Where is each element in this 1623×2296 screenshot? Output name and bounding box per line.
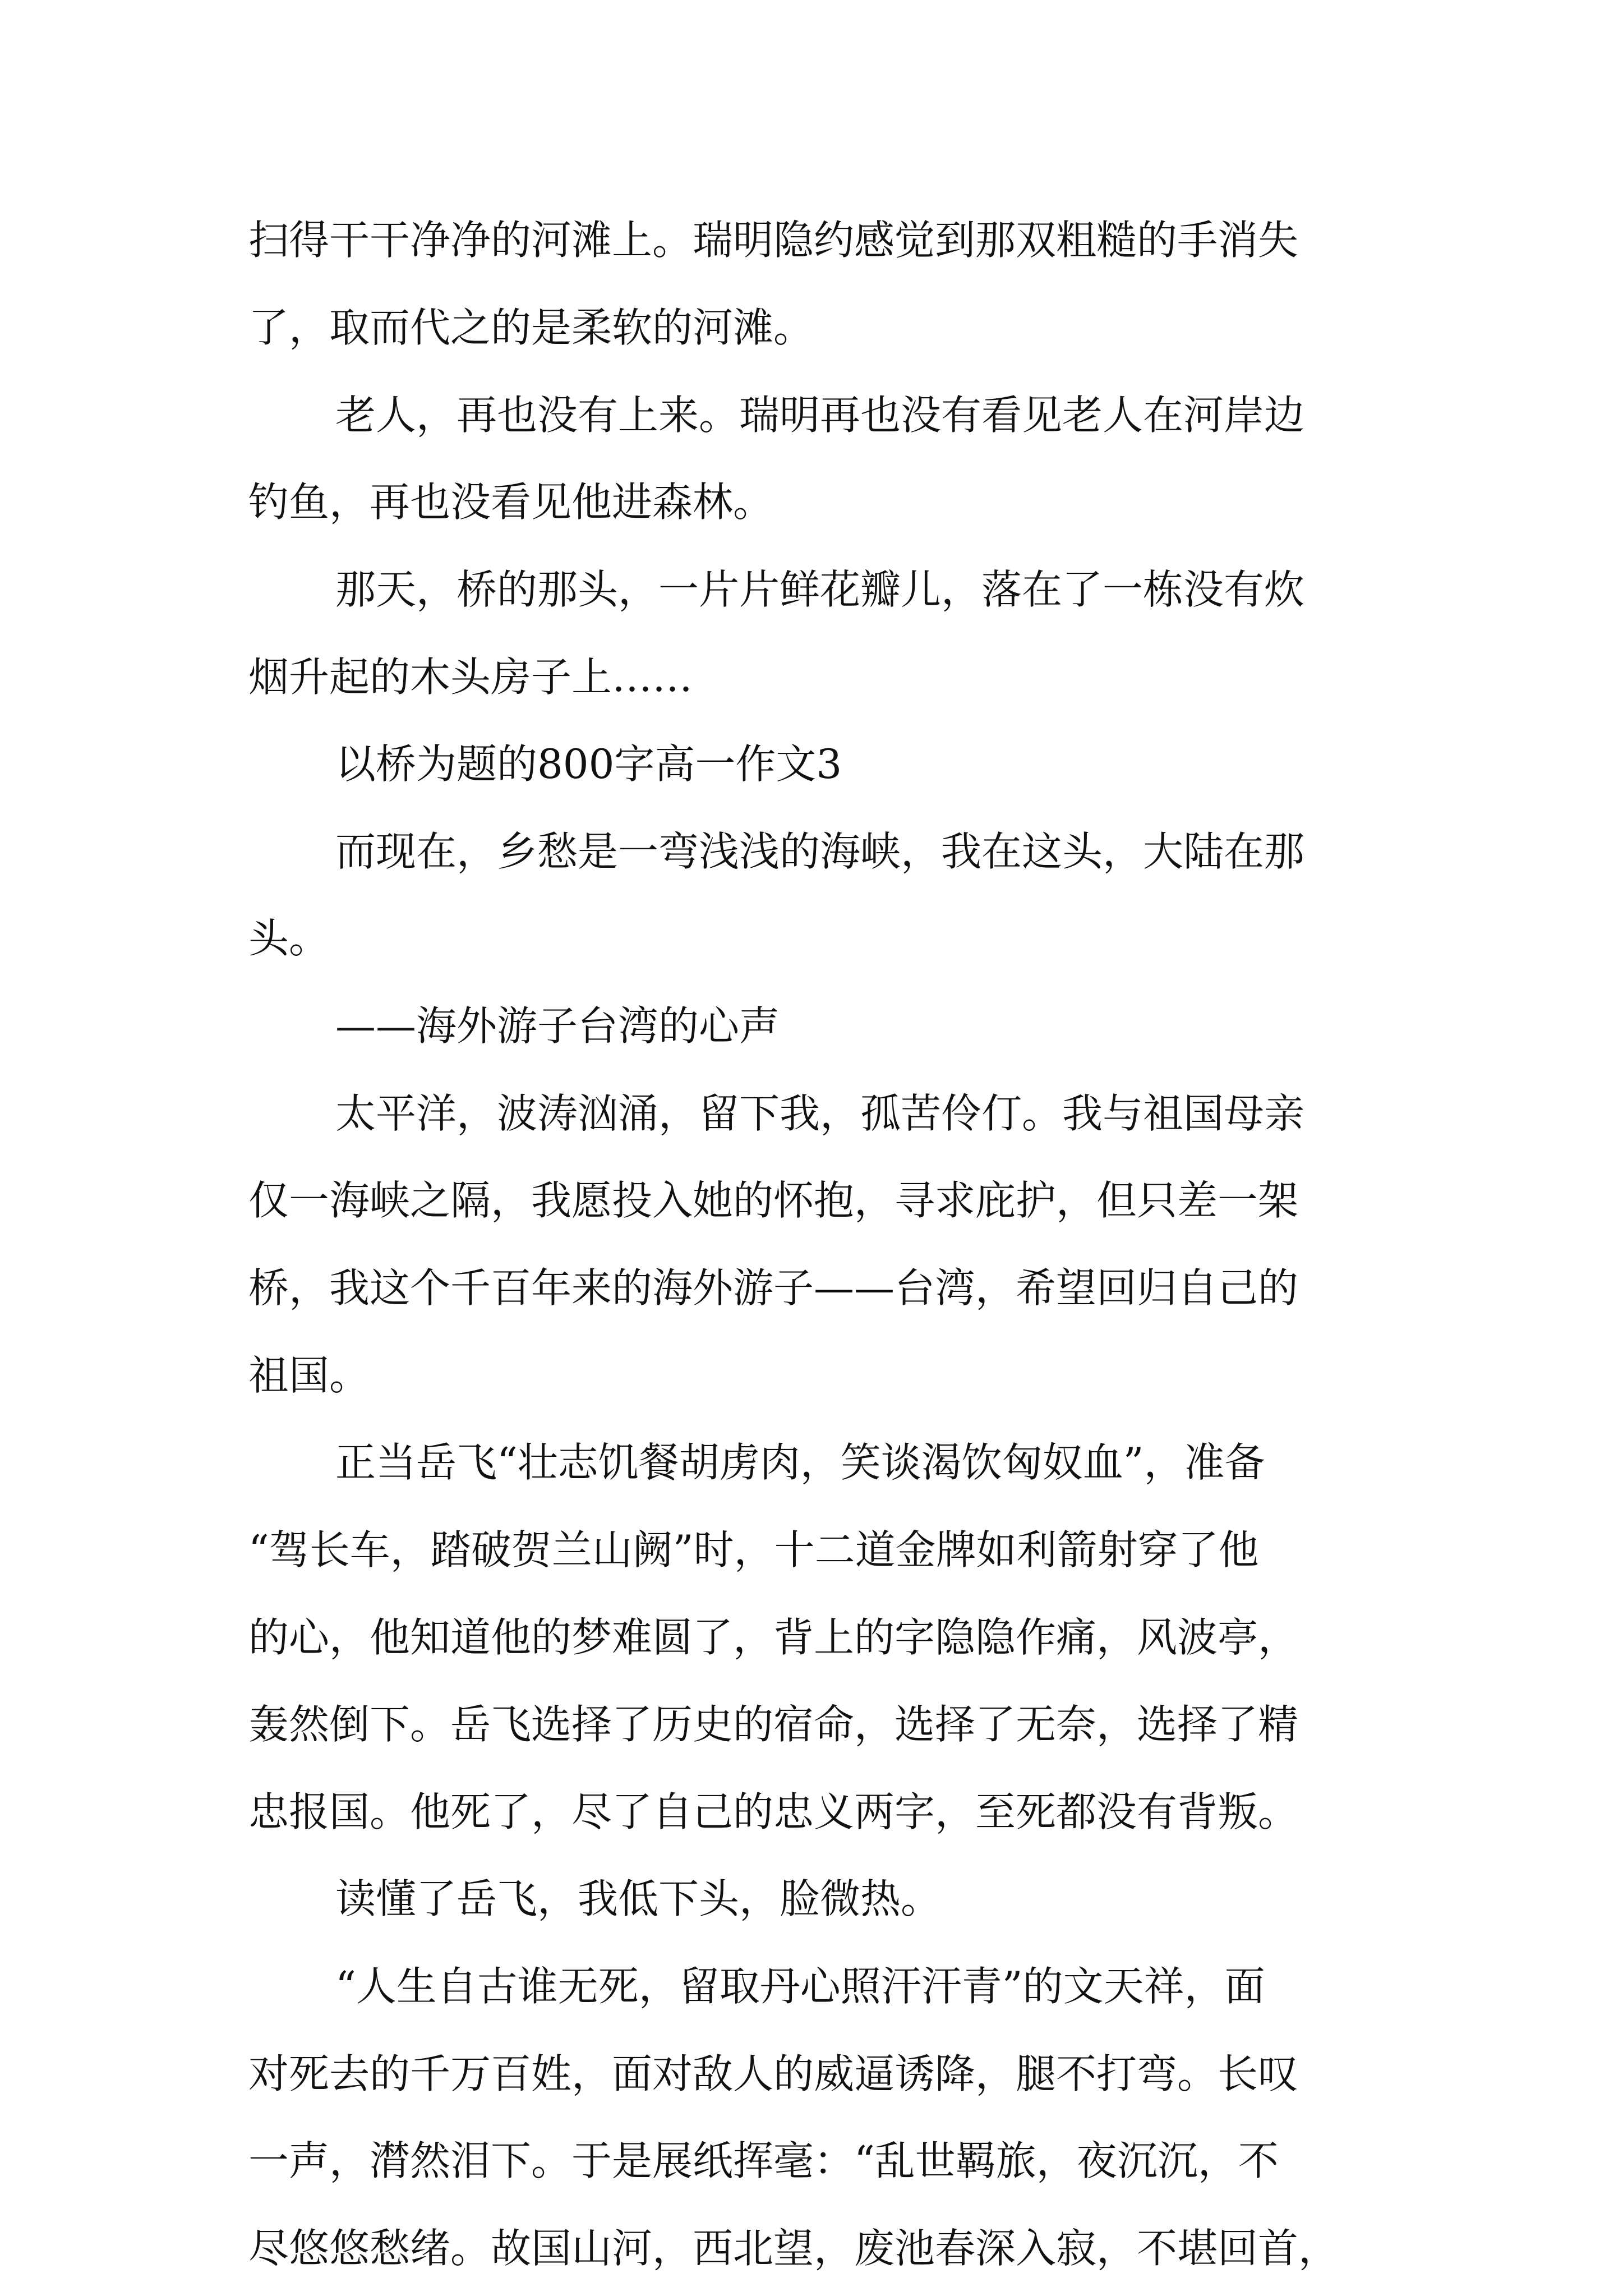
text-line: 读懂了岳飞，我低下头，脸微热。 (335, 1875, 942, 1922)
text-line: 了，取而代之的是柔软的河滩。 (248, 304, 814, 351)
text-line: 轰然倒下。岳飞选择了历史的宿命，选择了无奈，选择了精 (248, 1701, 1299, 1748)
text-line: 祖国。 (248, 1352, 370, 1399)
text-line: 一声，潸然泪下。于是展纸挥毫：“乱世羁旅，夜沉沉，不 (248, 2137, 1279, 2184)
text-line: 正当岳飞“壮志饥餐胡虏肉，笑谈渴饮匈奴血”，准备 (335, 1439, 1265, 1486)
text-line: 太平洋，波涛汹涌，留下我，孤苦伶仃。我与祖国母亲 (335, 1090, 1305, 1137)
text-line: ——海外游子台湾的心声 (335, 1002, 780, 1050)
text-line: 的心，他知道他的梦难圆了，背上的字隐隐作痛，风波亭， (248, 1614, 1299, 1661)
text-line: 烟升起的木头房子上…… (248, 654, 693, 701)
text-line: 而现在，乡愁是一弯浅浅的海峡，我在这头，大陆在那 (335, 828, 1305, 875)
section-title: 以桥为题的800字高一作文3 (335, 740, 842, 788)
text-line: 对死去的千万百姓，面对敌人的威逼诱降，腿不打弯。长叹 (248, 2050, 1299, 2097)
text-line: 仅一海峡之隔，我愿投入她的怀抱，寻求庇护，但只差一架 (248, 1177, 1299, 1224)
text-line: 那天，桥的那头，一片片鲜花瓣儿，落在了一栋没有炊 (335, 566, 1305, 613)
text-line: 桥，我这个千百年来的海外游子——台湾，希望回归自己的 (248, 1264, 1299, 1312)
text-line: “驾长车，踏破贺兰山阙”时，十二道金牌如利箭射穿了他 (248, 1526, 1259, 1573)
text-line: 钓鱼，再也没看见他进森林。 (248, 478, 774, 526)
text-line: 尽悠悠愁绪。故国山河，西北望，废池春深入寂，不堪回首， (248, 2225, 1339, 2272)
text-line: 扫得干干净净的河滩上。瑞明隐约感觉到那双粗糙的手消失 (248, 217, 1299, 264)
text-line: “人生自古谁无死，留取丹心照汗汗青”的文天祥，面 (335, 1963, 1265, 2010)
text-line: 忠报国。他死了，尽了自己的忠义两字，至死都没有背叛。 (248, 1788, 1299, 1835)
text-line: 老人，再也没有上来。瑞明再也没有看见老人在河岸边 (335, 392, 1305, 439)
text-line: 头。 (248, 915, 330, 962)
